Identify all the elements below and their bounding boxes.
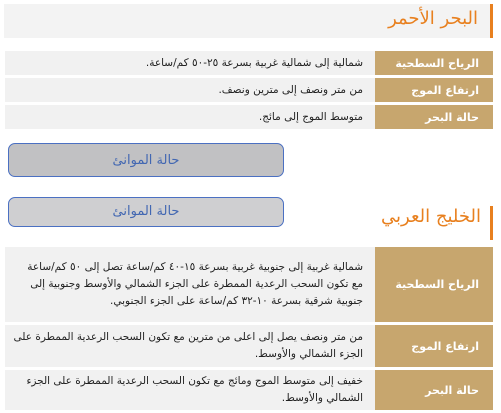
arabian-gulf-forecast-table [5, 244, 493, 413]
table-row [5, 325, 493, 367]
wave-height-label: ارتفاع الموج [375, 325, 493, 367]
table-row [5, 51, 493, 75]
arabian-gulf-ports-status-button[interactable]: حالة الموانئ [8, 197, 284, 227]
table-row [5, 247, 493, 322]
wave-height-label: ارتفاع الموج [375, 78, 493, 102]
sea-state-value: خفيف إلى متوسط الموج ومائج مع تكون السحب الرعدية الممطرة على الجزء الشمالي والأوسط. [5, 370, 375, 410]
arabian-gulf-header-bar [490, 206, 493, 240]
arabian-gulf-title: الخليج العربي [381, 206, 481, 227]
table-row [5, 78, 493, 102]
red-sea-header [4, 4, 493, 38]
sea-state-label: حالة البحر [375, 105, 493, 129]
sea-state-label: حالة البحر [375, 370, 493, 410]
sea-state-value: متوسط الموج إلى مائج. [5, 105, 375, 129]
red-sea-forecast-table [5, 48, 493, 132]
surface-wind-value: شمالية إلى شمالية غربية بسرعة ٢٥-٥٠ كم/ساعة. [5, 51, 375, 75]
table-row [5, 105, 493, 129]
surface-wind-label: الرياح السطحية [375, 247, 493, 322]
wave-height-value: من متر ونصف إلى مترين ونصف. [5, 78, 375, 102]
red-sea-title: البحر الأحمر [388, 8, 478, 29]
surface-wind-label: الرياح السطحية [375, 51, 493, 75]
red-sea-ports-status-button[interactable]: حالة الموانئ [8, 143, 284, 177]
wave-height-value: من متر ونصف يصل إلى اعلى من مترين مع تكون السحب الرعدية الممطرة على الجزء الشمالي والأوسط. [5, 325, 375, 367]
table-row [5, 370, 493, 410]
surface-wind-value: شمالية غربية إلى جنوبية غربية بسرعة ١٥-٤٠ كم/ساعة تصل إلى ٥٠ كم/ساعة مع تكون السحب الرعدية الممطرة على الجزء الشمالي والأوسط وجنوبية إلى جنوبية شرقية بسرعة ١٠-٣٢ كم/ساعة على الجزء الجنوبي. [5, 247, 375, 322]
